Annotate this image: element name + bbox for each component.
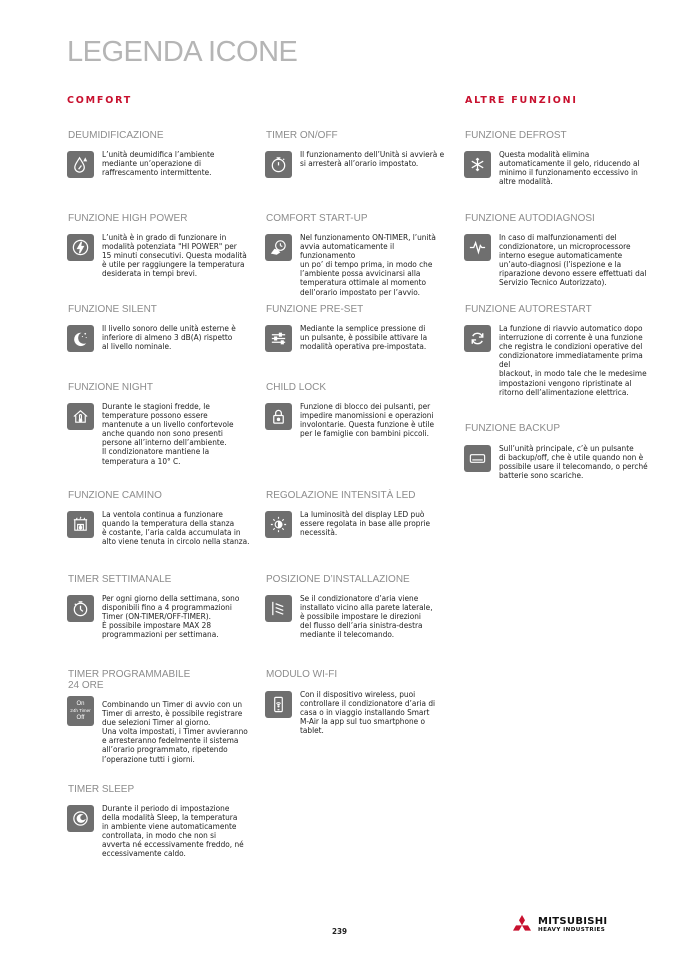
item-backup [464, 423, 654, 480]
item-text: Durante il periodo di impostazione della modalità Sleep, la temperatura in ambiente viene automaticamente controllata, in modo che non si avverta né eccessivamente freddo, né eccessivamente caldo. [102, 803, 244, 859]
moon-icon [67, 325, 94, 352]
item-text: Nel funzionamento ON-TIMER, l’unità avvia automaticamente il funzionamento un po’ di tempo prima, in modo che l’ambiente possa avvicinarsi alla temperatura ottimale al momento dell’orario impostato per l’avvio. [300, 232, 436, 297]
item-comfort-start-up [265, 213, 450, 297]
lightning-icon [67, 234, 94, 261]
item-text: Mediante la semplice pressione di un pulsante, è possibile attivare la modalità operativa pre-impostata. [300, 323, 428, 352]
brand-line1: MITSUBISHI [538, 916, 608, 927]
item-text: L’unità è in grado di funzionare in modalità potenziata "HI POWER" per 15 minuti consecutivi. Questa modalità è utile per raggiungere la temperatura desiderata in tempi brevi. [102, 232, 247, 279]
fireplace-icon [67, 511, 94, 538]
item-text: Questa modalità elimina automaticamente il gelo, riducendo al minimo il funzionamento eccessivo in altre modalità. [499, 149, 640, 187]
icon-label-24h: 24h Timer [70, 708, 91, 713]
item-title: TIMER SLEEP [68, 784, 135, 795]
item-timer-settimanale [67, 574, 247, 639]
item-title: COMFORT START-UP [266, 213, 368, 224]
item-text: Sull’unità principale, c’è un pulsante di backup/off, che è utile quando non è possibile usare il telecomando, o perché batterie sono scariche. [499, 443, 648, 481]
item-text: Se il condizionatore d’aria viene installato vicino alla parete laterale, è possibile impostare le direzioni del flusso dell’aria sinistra-destra mediante il telecomando. [300, 593, 433, 640]
item-title: FUNZIONE BACKUP [465, 423, 561, 434]
item-timer-sleep [67, 784, 247, 859]
stopwatch-icon [265, 151, 292, 178]
smartphone-wifi-icon [265, 691, 292, 718]
item-title: POSIZIONE D’INSTALLAZIONE [266, 574, 410, 585]
item-text: L’unità deumidifica l’ambiente mediante un’operazione di raffrescamento intermittente. [102, 149, 215, 178]
page-title: LEGENDA ICONE [67, 36, 298, 68]
section-comfort: COMFORT [67, 95, 133, 106]
refresh-icon [464, 325, 491, 352]
item-text: Per ogni giorno della settimana, sono disponibili fino a 4 programmazioni Timer (ON-TIMER/OFF-TIMER). È possibile impostare MAX 28 programmazioni per settimana. [102, 593, 240, 640]
brand-logo [510, 915, 607, 936]
item-text: Con il dispositivo wireless, puoi controllare il condizionatore d’aria di casa o in viaggio installando Smart M-Air la app sul tuo smartphone o tablet. [300, 689, 436, 736]
air-conditioner-icon [464, 445, 491, 472]
hand-clock-icon [265, 234, 292, 261]
item-text: In caso di malfunzionamenti del condizionatore, un microprocessore interno esegue automaticamente un’auto-diagnosi (l’ispezione e la riparazione devono essere effettuati dal Servizio Tecnico Autorizzato). [499, 232, 647, 288]
pulse-icon [464, 234, 491, 261]
item-silent [67, 304, 247, 352]
timer-icon [67, 595, 94, 622]
item-camino [67, 490, 252, 546]
item-autorestart [464, 304, 654, 397]
item-text: Il funzionamento dell’Unità si avvierà e si arresterà all’orario impostato. [300, 149, 445, 169]
item-posizione-installazione [265, 574, 445, 639]
item-modulo-wifi [265, 669, 445, 735]
sleep-timer-icon [67, 805, 94, 832]
item-title: FUNZIONE AUTODIAGNOSI [465, 213, 595, 224]
item-title: FUNZIONE CAMINO [68, 490, 162, 501]
item-title: FUNZIONE HIGH POWER [68, 213, 188, 224]
snowflake-icon [464, 151, 491, 178]
item-text: La luminosità del display LED può essere regolata in base alle proprie necessità. [300, 509, 431, 538]
item-title: TIMER ON/OFF [266, 130, 338, 141]
sliders-icon [265, 325, 292, 352]
item-deumidificazione [67, 130, 247, 178]
brightness-icon [265, 511, 292, 538]
item-pre-set [265, 304, 445, 352]
item-text: Il livello sonoro delle unità esterne è inferiore di almeno 3 dB(A) rispetto al livello nominale. [102, 323, 236, 352]
item-title: DEUMIDIFICAZIONE [68, 130, 164, 141]
item-text: La funzione di riavvio automatico dopo interruzione di corrente è una funzione che registra le condizioni operative del condizionatore immediatamente prima del blackout, in modo tale che le medesime impostazioni vengono ripristinate al ritorno dell’alimentazione elettrica. [499, 323, 647, 397]
page-number: 239 [332, 927, 348, 936]
item-child-lock [265, 382, 445, 438]
item-text: La ventola continua a funzionare quando la temperatura della stanza è costante, l’aria calda accumulata in alto viene tenuta in circolo nella stanza. [102, 509, 250, 547]
icon-label-off: Off [76, 715, 85, 721]
louver-icon [265, 595, 292, 622]
timer-24h-icon [67, 696, 94, 726]
item-night [67, 382, 247, 466]
item-title: FUNZIONE AUTORESTART [465, 304, 592, 315]
item-title: FUNZIONE SILENT [68, 304, 157, 315]
item-regolazione-led [265, 490, 450, 538]
item-defrost [464, 130, 649, 186]
item-title: MODULO WI-FI [266, 669, 338, 680]
item-title: FUNZIONE DEFROST [465, 130, 567, 141]
item-title: CHILD LOCK [266, 382, 327, 393]
item-title: FUNZIONE NIGHT [68, 382, 153, 393]
item-text: Durante le stagioni fredde, le temperature possono essere mantenute a un livello confortevole anche quando non sono presenti persone all’interno dell’ambiente. Il condizionatore mantiene la temperatura a 10° C. [102, 401, 234, 466]
item-title: TIMER PROGRAMMABILE 24 ORE [68, 669, 191, 691]
item-title: TIMER SETTIMANALE [68, 574, 172, 585]
item-timer-onoff [265, 130, 445, 178]
mitsubishi-diamonds-icon [510, 915, 534, 936]
item-title: REGOLAZIONE INTENSITÀ LED [266, 490, 416, 501]
brand-line2: HEAVY INDUSTRIES [538, 927, 606, 933]
item-autodiagnosi [464, 213, 649, 288]
item-timer-programmabile [67, 669, 252, 764]
lock-icon [265, 403, 292, 430]
item-high-power [67, 213, 247, 278]
icon-label-on: On [76, 701, 85, 707]
drop-icon [67, 151, 94, 178]
house-thermometer-icon [67, 403, 94, 430]
item-text: Combinando un Timer di avvio con un Timer di arresto, è possibile registrare due selezioni Timer al giorno. Una volta impostati, i Timer avvieranno e arresteranno fedelmente il sistema all’orario programmato, ripetendo l’operazione tutti i giorni. [102, 699, 248, 764]
item-text: Funzione di blocco dei pulsanti, per impedire manomissioni e operazioni involontarie. Questa funzione è utile per le famiglie con bambini piccoli. [300, 401, 435, 439]
item-title: FUNZIONE PRE-SET [266, 304, 364, 315]
section-altre-funzioni: ALTRE FUNZIONI [465, 95, 578, 106]
